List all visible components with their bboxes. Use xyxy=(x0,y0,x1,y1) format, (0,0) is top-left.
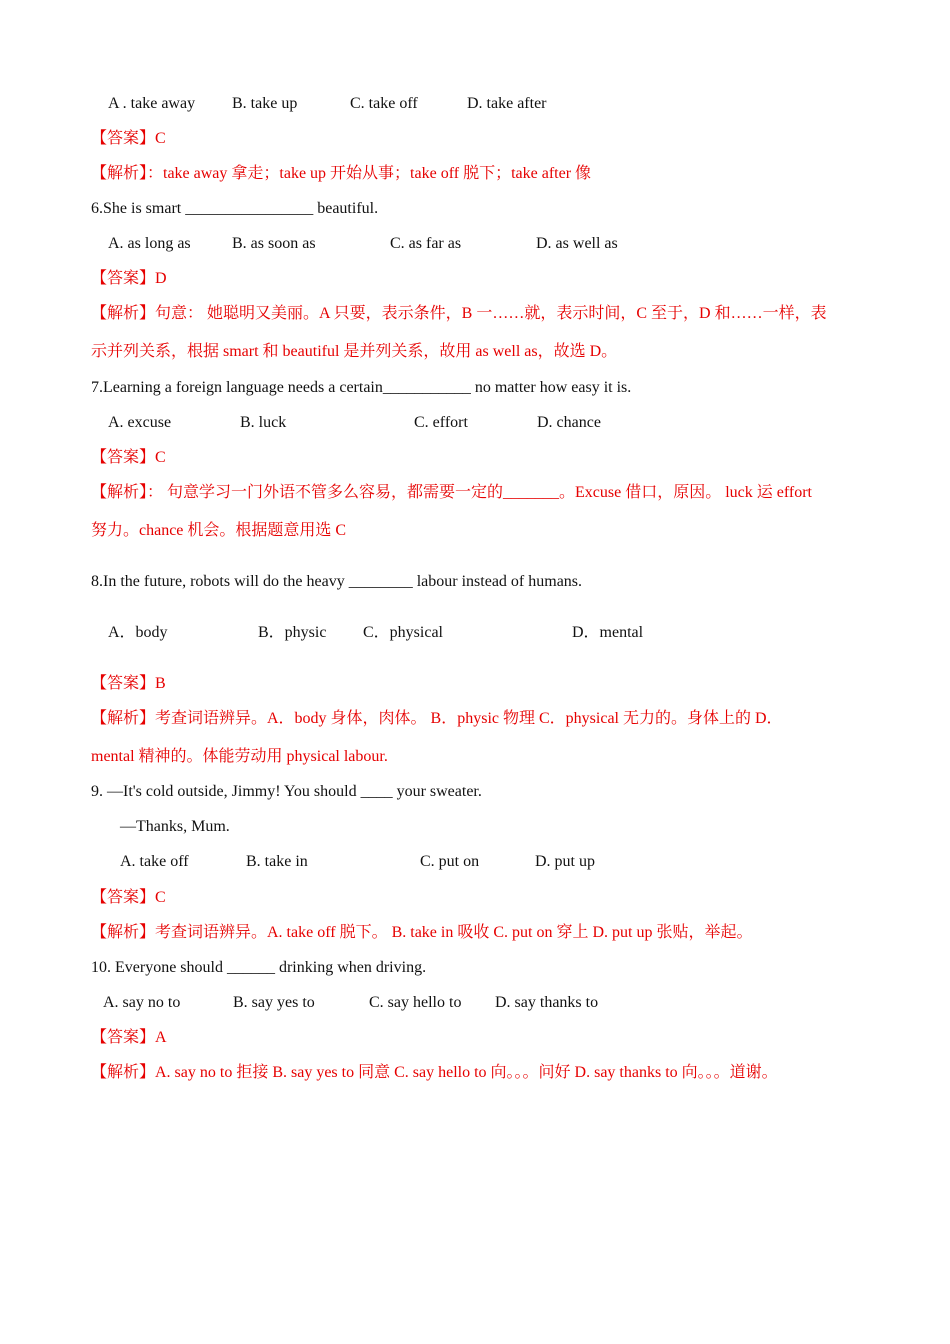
q8-analysis-line2: mental 精神的。体能劳动用 physical labour. xyxy=(91,748,388,765)
q5-option-c: C. take off xyxy=(350,95,418,112)
q7-analysis-line2: 努力。chance 机会。根据题意用选 C xyxy=(91,522,347,539)
q10-answer: 【答案】A xyxy=(91,1029,167,1046)
q8-option-b: B．physic xyxy=(258,624,327,641)
q5-analysis: 【解析】：take away 拿走；take up 开始从事；take off 脱下；take after 像 xyxy=(91,165,592,182)
q9-option-a: A. take off xyxy=(120,853,189,870)
q6-option-c: C. as far as xyxy=(390,235,462,252)
q6-stem: 6.She is smart ________________ beautiful. xyxy=(91,200,379,217)
q5-option-a: A . take away xyxy=(108,95,196,112)
q9-stem: 9. —It's cold outside, Jimmy! You should ____ your sweater. xyxy=(91,783,482,800)
q5-option-b: B. take up xyxy=(232,95,298,112)
q8-answer: 【答案】B xyxy=(91,675,166,692)
q10-option-b: B. say yes to xyxy=(233,994,315,1011)
q10-analysis: 【解析】A. say no to 拒接 B. say yes to 同意 C. say hello to 向。。。问好 D. say thanks to 向。。。道谢。 xyxy=(91,1064,778,1081)
q5-answer: 【答案】C xyxy=(91,130,166,147)
q10-option-a: A. say no to xyxy=(103,994,181,1011)
q9-analysis: 【解析】考查词语辨异。A. take off 脱下。 B. take in 吸收 C. put on 穿上 D. put up 张贴，举起。 xyxy=(91,924,753,941)
q8-stem: 8.In the future, robots will do the heavy ________ labour instead of humans. xyxy=(91,573,583,590)
q5-option-d: D. take after xyxy=(467,95,547,112)
q6-option-b: B. as soon as xyxy=(232,235,316,252)
q6-analysis-line2: 示并列关系，根据 smart 和 beautiful 是并列关系，故用 as well as，故选 D。 xyxy=(91,343,618,360)
q9-option-d: D. put up xyxy=(535,853,595,870)
q6-option-d: D. as well as xyxy=(536,235,618,252)
q7-answer: 【答案】C xyxy=(91,449,166,466)
q9-reply: —Thanks, Mum. xyxy=(120,818,230,835)
q8-option-a: A．body xyxy=(108,624,168,641)
q9-option-b: B. take in xyxy=(246,853,308,870)
q8-option-c: C．physical xyxy=(363,624,443,641)
q9-option-c: C. put on xyxy=(420,853,480,870)
q10-option-d: D. say thanks to xyxy=(495,994,599,1011)
q10-option-c: C. say hello to xyxy=(369,994,462,1011)
q7-option-d: D. chance xyxy=(537,414,601,431)
q7-stem: 7.Learning a foreign language needs a certain___________ no matter how easy it is. xyxy=(91,379,632,396)
q7-option-b: B. luck xyxy=(240,414,287,431)
q9-answer: 【答案】C xyxy=(91,889,166,906)
q6-option-a: A. as long as xyxy=(108,235,191,252)
q10-stem: 10. Everyone should ______ drinking when driving. xyxy=(91,959,427,976)
q8-option-d: D．mental xyxy=(572,624,644,641)
q8-analysis-line1: 【解析】考查词语辨异。A．body 身体，肉体。 B．physic 物理 C．physical 无力的。身体上的 D． xyxy=(91,710,783,727)
q6-analysis-line1: 【解析】句意： 她聪明又美丽。A 只要，表示条件，B 一……就，表示时间，C 至于，D 和……一样，表 xyxy=(91,305,827,322)
q6-answer: 【答案】D xyxy=(91,270,167,287)
q7-option-c: C. effort xyxy=(414,414,468,431)
q7-analysis-line1: 【解析】： 句意学习一门外语不管多么容易，都需要一定的_______。Excuse 借口，原因。 luck 运 effort xyxy=(91,484,812,501)
q7-option-a: A. excuse xyxy=(108,414,172,431)
